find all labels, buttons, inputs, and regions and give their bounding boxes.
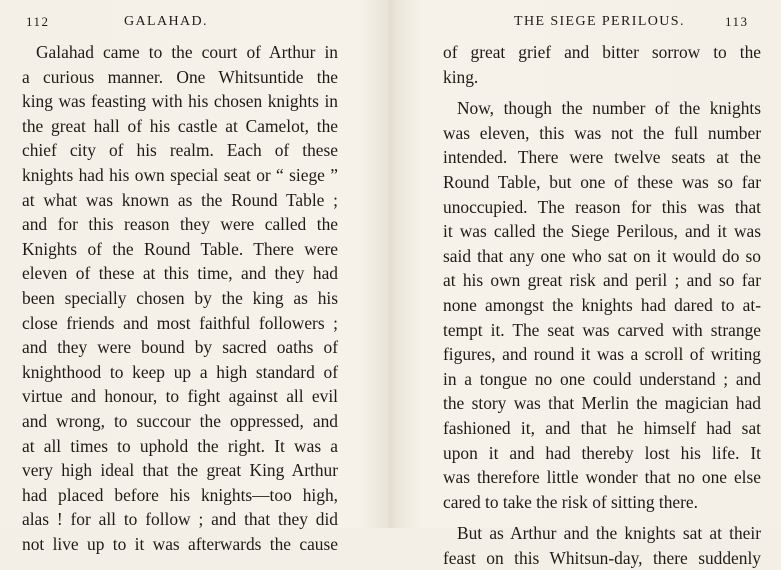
text-line: had placed before his knights—too high, bbox=[22, 484, 338, 505]
right-page bbox=[391, 0, 781, 568]
text-line: was eleven, this was not the full number bbox=[443, 122, 761, 143]
text-line: and they were bound by sacred oaths of bbox=[22, 337, 338, 358]
text-line: the story was that Merlin the magician had bbox=[443, 393, 761, 414]
left-page-number: 112 bbox=[26, 14, 50, 29]
text-line: at his own great risk and peril ; and so far bbox=[443, 270, 761, 291]
text-line: very high ideal that the great King Arthur bbox=[22, 460, 338, 481]
text-line: figures, and round it was a scroll of writing bbox=[443, 344, 761, 365]
text-line: it was called the Siege Perilous, and it was bbox=[443, 221, 761, 242]
right-running-title: THE SIEGE PERILOUS. bbox=[514, 14, 685, 29]
text-line: knighthood to keep up a high standard of bbox=[22, 361, 338, 382]
text-line: was therefore little wonder that no one else bbox=[443, 467, 761, 488]
text-line: a curious manner. One Whitsuntide the bbox=[22, 66, 338, 87]
text-line: and for this reason they were called the bbox=[22, 214, 338, 235]
text-line: none amongst the knights had dared to at- bbox=[443, 294, 761, 315]
text-line: unoccupied. The reason for this was that bbox=[443, 196, 761, 217]
text-line: But as Arthur and the knights sat at their bbox=[457, 523, 761, 544]
text-line: and wrong, to succour the oppressed, and bbox=[22, 410, 338, 431]
text-line: the great hall of his castle at Camelot, the bbox=[22, 115, 338, 136]
left-running-title: GALAHAD. bbox=[124, 14, 208, 29]
text-line: alas ! for all to follow ; and that they did bbox=[22, 509, 338, 530]
text-line: Round Table, but one of these was so far bbox=[443, 171, 761, 192]
left-page bbox=[0, 0, 390, 554]
text-line: at all times to uphold the right. It was a bbox=[22, 435, 338, 456]
text-line: upon it and had thereby lost his life. It bbox=[443, 442, 761, 463]
text-line: not live up to it was afterwards the cause bbox=[22, 533, 338, 554]
left-page-text bbox=[22, 40, 338, 556]
text-line: Galahad came to the court of Arthur in bbox=[36, 42, 338, 62]
text-line: of great grief and bitter sorrow to the bbox=[443, 42, 761, 62]
text-line: Now, though the number of the knights bbox=[457, 98, 761, 119]
right-page-text bbox=[443, 40, 761, 570]
text-line: virtue and honour, to fight against all evil bbox=[22, 386, 338, 407]
text-line: been specially chosen by the king as his bbox=[22, 287, 338, 308]
text-line: said that any one who sat on it would do so bbox=[443, 245, 761, 266]
text-line: Knights of the Round Table. There were bbox=[22, 238, 338, 259]
text-line: feast on this Whitsun-day, there suddenly bbox=[443, 547, 761, 568]
text-line: knights had his own special seat or “ siege ” bbox=[22, 164, 338, 185]
text-line: fashioned it, and that he himself had sat bbox=[443, 417, 761, 438]
text-line: at what was known as the Round Table ; bbox=[22, 189, 338, 210]
text-line: eleven of these at this time, and they had bbox=[22, 263, 338, 284]
text-line: cared to take the risk of sitting there. bbox=[443, 491, 698, 512]
text-line: tempt it. The seat was carved with strange bbox=[443, 319, 761, 340]
text-line: intended. There were twelve seats at the bbox=[443, 147, 761, 168]
text-line: in a tongue no one could understand ; and bbox=[443, 368, 761, 389]
text-line: chief city of his realm. Each of these bbox=[22, 140, 338, 161]
text-line: king. bbox=[443, 66, 479, 87]
right-page-number: 113 bbox=[725, 14, 749, 29]
text-line: close friends and most faithful followers ; bbox=[22, 312, 338, 333]
text-line: king was feasting with his chosen knights in bbox=[22, 91, 338, 112]
